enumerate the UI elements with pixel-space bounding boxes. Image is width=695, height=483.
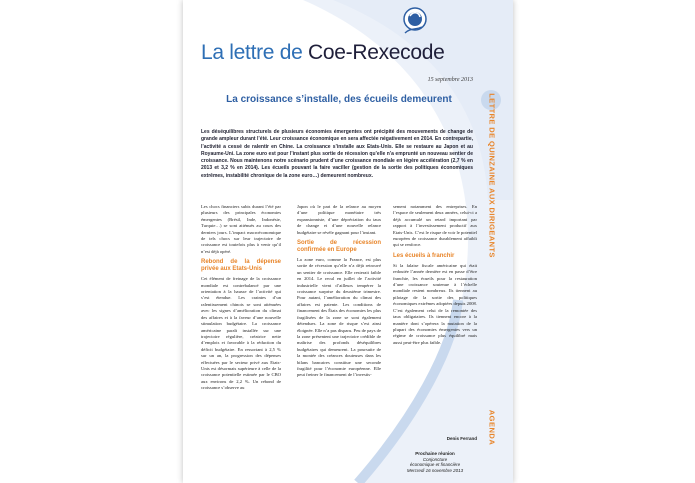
column-1-paragraph-1: Les chocs financiers subis durant l’été par plusieurs des principales économies émergentes (Brésil, Inde, Indonésie, Turquie…) se sont atténués au cours des derniers jours. L’impact macroéconomique de tels chocs sur leur trajectoire de croissance est toutefois plus à venir qu’il n’est déjà opéré. bbox=[201, 204, 281, 254]
column-1-paragraph-2: Cet élément de freinage de la croissance mondiale est contrebalancé par une orientation à la hausse de l’activité qui s’est étendue. Les craintes d’un ralentissement chinois se sont atténuées avec les signes d’amélioration du climat des affaires et à la faveur d’une nouvelle stimulation budgétaire. La croissance américaine paraît installée sur une trajectoire régulière, créatrice nette d’emplois et favorable à la réduction du déficit budgétaire. En ressortant à 2,5 % sur un an, la progression des dépenses effectuées par le secteur privé aux Etats-Unis est désormais supérieure à celle de la croissance potentielle estimée par le CBO aux environs de 2,2 %. Un rebond de croissance s’observe au bbox=[201, 276, 281, 391]
issue-date: 15 septembre 2013 bbox=[427, 77, 473, 83]
column-2-paragraph-2: La zone euro, comme la France, est plus sortie de récession qu’elle n’a déjà retrouvé un sentier de croissance. Elle resterait faible en 2014. Le recul en juillet de l’activité industrielle vient d’ailleurs tempérer la croissance surprise du deuxième trimestre. Pour autant, l’amélioration du climat des affaires est patente. Les conditions de financement des États des économies les plus fragilisées de la zone se sont également détendues. La zone de risque s’est ainsi éloignée. Elle n’a pas disparu. Peu de pays de la zone présentent une trajectoire crédible de maîtrise des profonds déséquilibres budgétaires qui demeurent. La poursuite de la montée des créances douteuses dans les bilans bancaires constitue une seconde fragilité pour l’économie européenne. Elle peut freiner le financement de l’investis- bbox=[297, 257, 381, 378]
agenda-heading: Prochaine réunion bbox=[415, 451, 455, 456]
column-2 bbox=[297, 204, 381, 381]
coe-rexecode-logo bbox=[402, 6, 428, 36]
column-2-paragraph-1: Japon où le pari de la relance au moyen d’une politique monétaire très expansionniste, d’une dépréciation du taux de change et d’une nouvelle relance budgétaire se révèle gagnant pour l’instant. bbox=[297, 204, 381, 235]
agenda-line-3: Mercredi 16 novembre 2013 bbox=[406, 467, 464, 473]
column-1-subheading: Rebond de la dépense privée aux Etats-Unis bbox=[201, 259, 281, 273]
headline: La croissance s’installe, des écueils demeurent bbox=[226, 94, 452, 105]
intro-paragraph: Les déséquilibres structurels de plusieurs économies émergentes ont précipité des mouvements de change de grande ampleur durant l’été. Leur croissance économique en sera affectée négativement en 2014. En contrepartie, l’activité a cessé de ralentir en Chine. La croissance s’installe aux Etats-Unis. Elle se restaure au Japon et au Royaume-Uni. La zone euro est pour l’instant plus sortie de récession qu’elle n’a emprunté un nouveau sentier de croissance. Nous maintenons notre scénario prudent d’une croissance mondiale en légère accélération (2,7 % en 2013 et 3,2 % en 2014). Les écueils pouvant la faire vaciller (gestion de la sortie des politiques économiques extrêmes, instabilité chronique de la zone euro…) demeurent nombreux. bbox=[201, 129, 473, 179]
agenda-line-2: économique et financière bbox=[409, 462, 461, 467]
newsletter-title bbox=[201, 41, 445, 65]
agenda-line-1: Conjoncture bbox=[422, 456, 448, 462]
column-3 bbox=[393, 204, 477, 348]
author-signature: Denis Ferrand bbox=[446, 436, 477, 441]
title-brand: Coe-Rexecode bbox=[308, 41, 445, 64]
column-3-paragraph-1: sement notamment des entreprises. En l’espace de seulement deux années, celui-ci a déjà accumulé un retard important par rapport à l’investissement productif aux Etats-Unis. C’est le risque de voir le potentiel européen de croissance durablement affaibli qui se renforce. bbox=[393, 204, 477, 248]
column-1 bbox=[201, 204, 281, 394]
agenda-box bbox=[393, 451, 477, 473]
sidebar-lettre-label: LETTRE DE QUINZAINE AUX DIRIGEANTS bbox=[487, 93, 497, 258]
newsletter-page bbox=[183, 0, 513, 483]
vertical-sidebar bbox=[480, 93, 500, 465]
column-3-subheading: Les écueils à franchir bbox=[393, 252, 455, 259]
title-prefix: La lettre de bbox=[201, 41, 309, 64]
sidebar-agenda-label: AGENDA bbox=[487, 409, 497, 446]
column-3-paragraph-2: Si la falaise fiscale américaine qui était redoutée l’année dernière est en passe d’être franchie, les écueils pour la restauration d’une croissance soutenue à l’échelle mondiale restent nombreux. Ils tiennent au pilotage de la sortie des politiques économiques extrêmes adoptées depuis 2008. C’est également celui de la remontée des taux obligataires. Ils tiennent encore à la manière dont s’opérera la mutation de la plupart des économies émergentes vers un régime de croissance plus équilibré mais aussi peut-être plus faible. bbox=[393, 262, 477, 345]
column-2-subheading: Sortie de récession confirmée en Europe bbox=[297, 240, 381, 254]
